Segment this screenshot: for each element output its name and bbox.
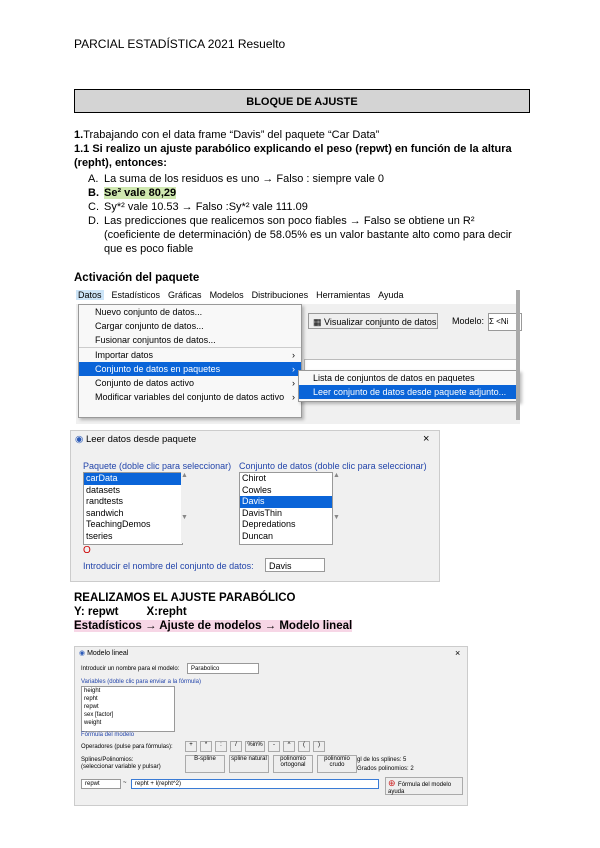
answer-highlight: Se² vale 80,29 bbox=[104, 187, 177, 199]
close-icon[interactable]: × bbox=[455, 648, 461, 658]
question-1-1-line1: 1.1 Si realizo un ajuste parabólico explicando el peso (repwt) en función de la altura bbox=[74, 143, 512, 155]
operator-button[interactable]: ) bbox=[313, 741, 325, 752]
scrollbar[interactable] bbox=[516, 290, 520, 420]
adjust-heading: REALIZAMOS EL AJUSTE PARABÓLICO bbox=[74, 592, 296, 604]
modelo-select[interactable]: Σ <Ni bbox=[488, 313, 522, 331]
list-item[interactable]: DavisThin bbox=[242, 507, 283, 518]
menu-distribuciones[interactable]: Distribuciones bbox=[251, 290, 309, 300]
operator-button[interactable]: + bbox=[185, 741, 197, 752]
formula-label: Fórmula del modelo bbox=[81, 732, 135, 738]
modelo-label: Modelo: bbox=[452, 316, 485, 326]
package-scrollbar[interactable]: ▲ ▼ bbox=[181, 472, 191, 543]
menu-modelos[interactable]: Modelos bbox=[209, 290, 244, 300]
list-item[interactable]: Depredations bbox=[242, 519, 296, 529]
question-1-text: Trabajando con el data frame “Davis” del paquete “Car Data” bbox=[83, 129, 380, 141]
option-b: B. Se² vale 80,29 bbox=[88, 187, 177, 199]
operators-label: Operadores (pulse para fórmulas): bbox=[81, 744, 173, 750]
chevron-right-icon: › bbox=[292, 350, 295, 360]
option-d-line1: D. Las predicciones que realicemos son poco fiables → Falso se obtiene un R² bbox=[88, 215, 475, 227]
operator-button[interactable]: ^ bbox=[283, 741, 295, 752]
menu-estadisticos[interactable]: Estadísticos bbox=[111, 290, 161, 300]
list-item[interactable]: TeachingDemos bbox=[86, 519, 151, 529]
document-header: PARCIAL ESTADÍSTICA 2021 Resuelto bbox=[74, 37, 286, 51]
package-list[interactable] bbox=[83, 472, 183, 545]
activation-heading: Activación del paquete bbox=[74, 272, 200, 284]
r-logo-icon: ◉ bbox=[79, 650, 88, 657]
operator-button[interactable]: / bbox=[230, 741, 242, 752]
list-item[interactable]: sandwich bbox=[86, 507, 124, 518]
splines-sublabel: (seleccionar variable y pulsar) bbox=[81, 764, 161, 770]
list-item[interactable]: repht bbox=[84, 696, 98, 702]
variables-label: Variables (doble clic para enviar a la fórmula) bbox=[81, 679, 201, 685]
variables-list[interactable] bbox=[81, 686, 175, 732]
list-item[interactable]: tseries bbox=[86, 530, 113, 541]
vars-line: Y: repwt X:repht bbox=[74, 606, 187, 618]
question-1 bbox=[74, 128, 379, 142]
dataset-name-input[interactable]: Davis bbox=[265, 558, 325, 572]
submenu-item-lista[interactable]: Lista de conjuntos de datos en paquetes bbox=[313, 373, 475, 383]
operator-button[interactable]: ( bbox=[298, 741, 310, 752]
linear-model-dialog bbox=[74, 646, 468, 806]
menu-item-importar[interactable]: Importar datos › bbox=[95, 350, 295, 360]
datos-menu bbox=[78, 304, 302, 418]
option-c: C. Sy*² vale 10.53 → Falso :Sy*² vale 111.09 bbox=[88, 201, 308, 213]
spline-buttons bbox=[185, 755, 357, 773]
natural-spline-button[interactable]: spline natural bbox=[229, 755, 269, 773]
menu-item-modificar[interactable]: Modificar variables del conjunto de datos activo › bbox=[95, 392, 295, 402]
list-item[interactable]: sex [factor] bbox=[84, 712, 114, 718]
dataset-label: Conjunto de datos (doble clic para seleccionar) bbox=[239, 461, 427, 471]
df-splines[interactable]: gl de los splines: 5 bbox=[357, 757, 407, 763]
close-icon[interactable]: × bbox=[423, 433, 430, 445]
list-item[interactable]: datasets bbox=[86, 484, 121, 495]
list-item[interactable]: height bbox=[84, 688, 101, 694]
tilde-label: ~ bbox=[123, 780, 127, 786]
read-data-dialog bbox=[70, 430, 440, 582]
list-item[interactable]: weight bbox=[84, 720, 102, 726]
menu-herramientas[interactable]: Herramientas bbox=[316, 290, 371, 300]
operator-button[interactable]: : bbox=[215, 741, 227, 752]
list-item[interactable]: Davis bbox=[240, 496, 332, 508]
package-label: Paquete (doble clic para seleccionar) bbox=[83, 461, 232, 471]
menu-item-cargar[interactable]: Cargar conjunto de datos... bbox=[95, 321, 204, 331]
question-1-number: 1. bbox=[74, 129, 84, 141]
menu-item-activo[interactable]: Conjunto de datos activo › bbox=[95, 378, 295, 388]
submenu-item-leer[interactable]: Leer conjunto de datos desde paquete adjunto... bbox=[299, 385, 519, 399]
formula-help-button[interactable]: ⊕ Fórmula del modelo ayuda bbox=[385, 777, 463, 795]
list-item[interactable]: Duncan bbox=[242, 530, 274, 541]
list-item[interactable]: repwt bbox=[84, 704, 99, 710]
splines-label: Splines/Polinomios: bbox=[81, 757, 134, 763]
dataset-name-label: Introducir el nombre del conjunto de datos: bbox=[83, 561, 254, 571]
orthogonal-poly-button[interactable]: polinomio ortogonal bbox=[273, 755, 313, 773]
formula-lhs-input[interactable]: repwt bbox=[81, 779, 121, 789]
operator-button[interactable]: * bbox=[200, 741, 212, 752]
menubar bbox=[76, 290, 516, 304]
formula-rhs-input[interactable]: repht + I(repht^2) bbox=[131, 779, 379, 789]
view-dataset-button[interactable]: ▦ Visualizar conjunto de datos bbox=[308, 313, 438, 329]
help-icon: ⊕ bbox=[388, 778, 399, 788]
menu-path: Estadísticos → Ajuste de modelos → Modelo lineal bbox=[74, 620, 353, 632]
menu-item-nuevo[interactable]: Nuevo conjunto de datos... bbox=[95, 307, 203, 317]
question-1-1-line2: (repht), entonces: bbox=[74, 157, 167, 169]
model-name-input[interactable]: Parabolico bbox=[187, 663, 259, 674]
menu-graficas[interactable]: Gráficas bbox=[168, 290, 202, 300]
list-item[interactable]: Cowles bbox=[242, 484, 272, 495]
list-item[interactable]: carData bbox=[84, 473, 182, 485]
option-d-line3: que es poco fiable bbox=[104, 243, 194, 255]
option-a: A. La suma de los residuos es uno → Falso : siempre vale 0 bbox=[88, 173, 385, 185]
list-item[interactable]: Chirot bbox=[242, 473, 267, 483]
menu-datos[interactable]: Datos bbox=[78, 290, 102, 300]
dataset-scrollbar[interactable]: ▲ ▼ bbox=[333, 472, 343, 543]
poly-degree[interactable]: Grados polinomios: 2 bbox=[357, 766, 414, 772]
table-icon: ▦ bbox=[313, 317, 325, 327]
operator-button[interactable]: %in% bbox=[245, 741, 265, 752]
block-title: BLOQUE DE AJUSTE bbox=[74, 89, 530, 113]
operator-buttons bbox=[185, 741, 325, 752]
option-d-line2: (coeficiente de determinación) de 58.05% es un valor bastante alto como para decir bbox=[104, 229, 512, 241]
menu-ayuda[interactable]: Ayuda bbox=[378, 290, 404, 300]
chevron-right-icon: › bbox=[292, 364, 295, 374]
or-label: O bbox=[83, 545, 91, 556]
operator-button[interactable]: - bbox=[268, 741, 280, 752]
dialog-title: ◉ Modelo lineal bbox=[79, 650, 129, 657]
raw-poly-button[interactable]: polinomio crudo bbox=[317, 755, 357, 773]
dataset-list[interactable] bbox=[239, 472, 333, 545]
menu-item-fusionar[interactable]: Fusionar conjuntos de datos... bbox=[79, 333, 301, 348]
chevron-right-icon: › bbox=[292, 392, 295, 402]
model-name-label: Introducir un nombre para el modelo: bbox=[81, 666, 180, 672]
paquetes-submenu bbox=[298, 370, 520, 402]
menu-item-paquetes[interactable]: Conjunto de datos en paquetes › bbox=[79, 362, 301, 376]
chevron-right-icon: › bbox=[292, 378, 295, 388]
list-item[interactable]: randtests bbox=[86, 496, 124, 506]
r-logo-icon: ◉ bbox=[75, 434, 86, 445]
dialog-title: ◉ Leer datos desde paquete bbox=[75, 434, 197, 445]
bspline-button[interactable]: B-spline bbox=[185, 755, 225, 773]
